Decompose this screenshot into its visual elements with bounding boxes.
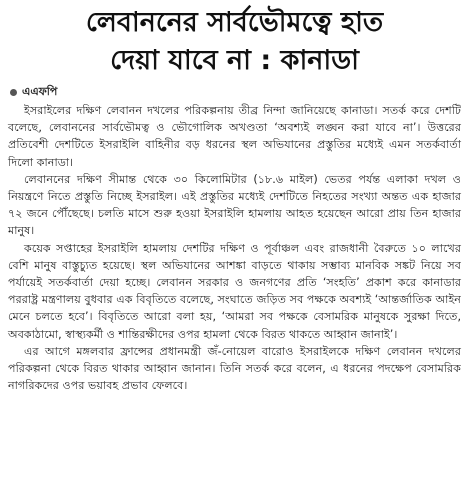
paragraph-1: ইসরাইলের দক্ষিণ লেবানন দখলের পরিকল্পনায় তীব্র নিন্দা জানিয়েছে কানাডা। সতর্ক করে দেশটি বলেছে, লেবাননের সার্বভৌমত্ব ও ভৌগোলিক অখণ্ডতা ‘অবশ্যই লঙ্ঘন করা যাবে না’। উত্তরের প্রতিবেশী দেশটিতে ইসরাইলি বাহিনীর বড় ধরনের স্থল অভিযানের প্রস্তুতির মধ্যেই এমন সতর্কবার্তা দিলো কানাডা। xyxy=(8,104,461,169)
headline-line-2: দেয়া যাবে না : কানাডা xyxy=(110,45,359,76)
paragraph-4: এর আগে মঙ্গলবার ফ্রান্সের প্রধানমন্ত্রী জঁ-নোয়েল বারোও ইসরাইলকে দক্ষিণ লেবানন দখলের পরিকল্পনা থেকে বিরত থাকার আহ্বান জানান। তিনি সতর্ক করে বলেন, এ ধরনের পদক্ষেপ বেসামরিক নাগরিকদের ওপর ভয়াবহ প্রভাব ফেলবে। xyxy=(8,344,461,393)
bullet-icon xyxy=(10,89,17,96)
headline xyxy=(8,4,461,80)
headline-line-1: লেবাননের সার্বভৌমত্বে হাত xyxy=(85,7,384,38)
byline-row xyxy=(8,84,461,100)
byline: এএফপি xyxy=(22,84,58,98)
paragraph-3: কয়েক সপ্তাহের ইসরাইলি হামলায় দেশটির দক্ষিণ ও পূর্বাঞ্চল এবং রাজধানী বৈরুতে ১০ লাখের বেশি মানুষ বাস্তুচ্যুত হয়েছে। স্থল অভিযানের আশঙ্কা বাড়তে থাকায় সম্ভাব্য মানবিক সঙ্কট নিয়ে সব পর্যায়েই সতর্কবার্তা দেয়া হচ্ছে। লেবানন সরকার ও জনগণের প্রতি ‘সংহতি’ প্রকাশ করে কানাডার পররাষ্ট্র মন্ত্রণালয় বুধবার এক বিবৃতিতে বলেছে, সংঘাতে জড়িত সব পক্ষকে অবশ্যই ‘আন্তর্জাতিক আইন মেনে চলতে হবে’। বিবৃতিতে আরো বলা হয়, ‘আমরা সব পক্ষকে বেসামরিক মানুষকে সুরক্ষা দিতে, অবকাঠামো, স্বাস্থ্যকর্মী ও শান্তিরক্ষীদের ওপর হামলা থেকে বিরত থাকতে আহ্বান জানাই’। xyxy=(8,241,461,341)
paragraph-2: লেবাননের দক্ষিণ সীমান্ত থেকে ৩০ কিলোমিটার (১৮.৬ মাইল) ভেতর পর্যন্ত এলাকা দখল ও নিয়ন্ত্রণে নিতে প্রস্তুতি নিচ্ছে ইসরাইল। এই প্রস্তুতির মধ্যেই দেশটিতে নিহতের সংখ্যা অন্তত এক হাজার ৭২ জনে পৌঁছেছে। চলতি মাসে শুরু হওয়া ইসরাইলি হামলায় আহত হয়েছেন আরো প্রায় তিন হাজার মানুষ। xyxy=(8,172,461,238)
article-body xyxy=(8,102,461,394)
